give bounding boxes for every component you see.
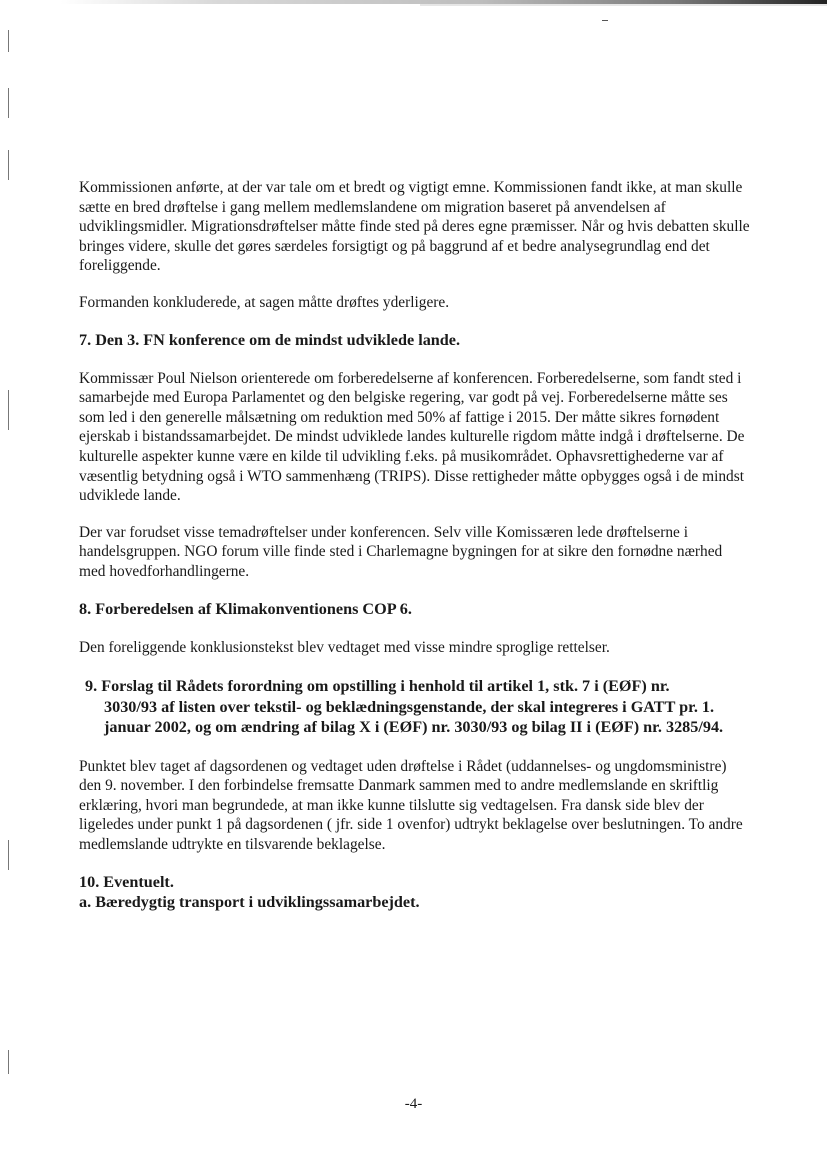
scan-margin-mark [8,88,9,118]
scan-edge-shadow-inner [420,4,827,6]
document-body [79,178,751,912]
paragraph: Den foreliggende konklusionstekst blev vedtaget med visse mindre sproglige rettelser. [79,638,610,656]
section-heading-9-continuation: 3030/93 af listen over tekstil- og beklædningsgenstande, der skal integreres i GATT pr. 1. januar 2002, og om ændring af bilag X i (EØF) nr. 3030/93 og bilag II i (EØF) nr. 3285/94. [104,697,724,737]
page-number: -4- [404,1096,423,1112]
scan-margin-mark [8,840,9,870]
scan-speck [602,20,608,21]
scan-margin-mark [8,150,9,180]
section-heading-7: 7. Den 3. FN konference om de mindst udviklede lande. [79,330,461,349]
subsection-heading-10a: a. Bæredygtig transport i udviklingssamarbejdet. [79,892,420,911]
paragraph: Punktet blev taget af dagsordenen og vedtaget uden drøftelse i Rådet (uddannelses- og ungdomsministre) den 9. november. I den forbindelse fremsatte Danmark sammen med to andre medlemslande en skriftlig erklæring, hvori man begrundede, at man ikke kunne tilslutte sig vedtagelsen. Fra dansk side blev der ligeledes under punkt 1 på dagsordenen ( jfr. side 1 ovenfor) udtrykt beklagelse over beslutningen. To andre medlemslande udtrykte en tilsvarende beklagelse. [79,757,743,853]
section-heading-10: 10. Eventuelt. [79,872,174,891]
section-heading-9-line1: 9. Forslag til Rådets forordning om opstilling i henhold til artikel 1, stk. 7 i (EØF) nr. [85,677,670,696]
paragraph: Formanden konkluderede, at sagen måtte drøftes yderligere. [79,293,450,311]
scan-margin-mark [8,1050,9,1074]
scan-margin-mark [8,30,9,52]
paragraph: Der var forudset visse temadrøftelser under konferencen. Selv ville Komissæren lede drøftelserne i handelsgruppen. NGO forum ville finde sted i Charlemagne bygningen for at sikre den fornødne nærhed med hovedforhandlingerne. [79,523,723,580]
paragraph: Kommissionen anførte, at der var tale om et bredt og vigtigt emne. Kommissionen fandt ikke, at man skulle sætte en bred drøftelse i gang mellem medlemslandene om migration baseret på anvendelsen af udviklingsmidler. Migrationsdrøftelser måtte finde sted på deres egne præmisser. Når og hvis debatten skulle bringes videre, skulle det gøres særdeles forsigtigt og på baggrund af et bedre analysegrundlag end det foreliggende. [79,179,750,275]
paragraph: Kommissær Poul Nielson orienterede om forberedelserne af konferencen. Forberedelserne, som fandt sted i samarbejde med Europa Parlamentet og den belgiske regering, var godt på vej. Forberedelserne måtte ses som led i den generelle målsætning om reduktion med 50% af fattige i 2015. Der måtte sikres fornødent ejerskab i bistandssamarbejdet. De mindst udviklede landes kulturelle rigdom måtte indgå i drøftelserne. De kulturelle aspekter kunne være en kilde til udvikling f.eks. på musikområdet. Ophavsrettighederne var af væsentlig betydning også i WTO sammenhæng (TRIPS). Disse rettigheder måtte opbygges også i de mindst udviklede lande. [79,369,745,505]
section-heading-8: 8. Forberedelsen af Klimakonventionens COP 6. [79,599,412,618]
scan-margin-mark [8,390,9,430]
section-heading-9 [79,676,751,738]
